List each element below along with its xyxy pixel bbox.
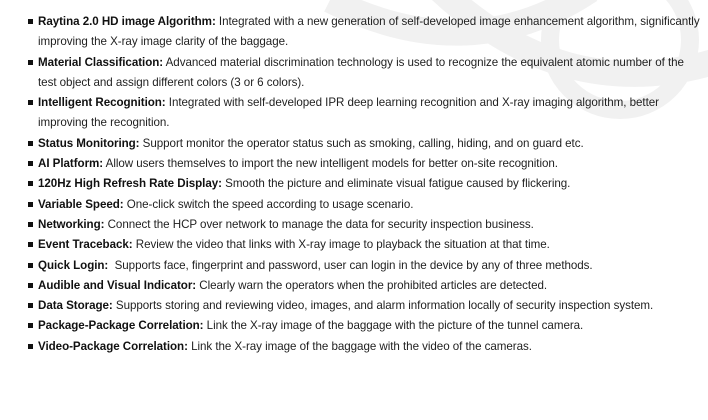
feature-term: Intelligent Recognition: [38,96,166,110]
feature-term: AI Platform: [38,157,104,171]
feature-description: Integrated with a new generation of self-developed image enhancement algorithm, significantly improving the X-ray image clarity of the baggage. [38,15,700,49]
bullet-square-icon [28,100,33,105]
feature-item-quick-login [28,256,700,276]
feature-item-networking [28,215,700,235]
bullet-square-icon [28,161,33,166]
feature-term: Package-Package Correlation: [38,319,204,333]
feature-term: Variable Speed: [38,197,124,211]
bullet-square-icon [28,19,33,24]
feature-item-material-classification [28,53,700,94]
feature-term: Quick Login: [38,258,109,272]
feature-item-refresh-rate-display [28,174,700,194]
feature-description: Review the video that links with X-ray image to playback the situation at that time. [132,238,550,252]
bullet-square-icon [28,283,33,288]
bullet-square-icon [28,303,33,308]
feature-term: Raytina 2.0 HD image Algorithm: [38,15,216,28]
bullet-square-icon [28,222,33,227]
feature-term: Event Traceback: [38,238,133,252]
feature-term: Material Classification: [38,55,164,69]
feature-term: 120Hz High Refresh Rate Display: [38,177,222,191]
bullet-square-icon [28,60,33,65]
bullet-square-icon [28,141,33,146]
feature-list [28,12,700,357]
feature-description: Supports face, fingerprint and password, user can login in the device by any of three methods. [108,258,593,272]
feature-description: One-click switch the speed according to usage scenario. [123,197,414,211]
feature-description: Smooth the picture and eliminate visual fatigue caused by flickering. [221,177,571,191]
bullet-square-icon [28,202,33,207]
feature-term: Status Monitoring: [38,136,140,150]
feature-item-ai-platform [28,154,700,174]
feature-term: Audible and Visual Indicator: [38,278,197,292]
feature-term: Networking: [38,217,105,231]
bullet-square-icon [28,181,33,186]
feature-description: Link the X-ray image of the baggage with the picture of the tunnel camera. [203,319,584,333]
feature-item-raytina-algorithm [28,12,700,53]
bullet-square-icon [28,263,33,268]
feature-description: Connect the HCP over network to manage the data for security inspection business. [104,217,534,231]
feature-description: Supports storing and reviewing video, images, and alarm information locally of security inspection system. [112,299,654,313]
feature-description: Allow users themselves to import the new intelligent models for better on-site recognition. [103,157,558,171]
feature-item-status-monitoring [28,134,700,154]
feature-item-data-storage [28,296,700,316]
feature-description: Advanced material discrimination technology is used to recognize the equivalent atomic number of the test object and assign different colors (3 or 6 colors). [38,55,684,89]
feature-item-video-package-correlation [28,337,700,357]
feature-description: Link the X-ray image of the baggage with the video of the cameras. [187,339,532,353]
feature-description: Support monitor the operator status such as smoking, calling, hiding, and on guard etc. [139,136,584,150]
feature-term: Video-Package Correlation: [38,339,188,353]
feature-item-audible-visual-indicator [28,276,700,296]
feature-description: Clearly warn the operators when the prohibited articles are detected. [196,278,548,292]
bullet-square-icon [28,323,33,328]
feature-item-variable-speed [28,195,700,215]
bullet-square-icon [28,344,33,349]
feature-item-event-traceback [28,235,700,255]
feature-description: Integrated with self-developed IPR deep learning recognition and X-ray imaging algorithm, better improving the recognition. [38,96,659,130]
feature-item-package-package-correlation [28,316,700,336]
bullet-square-icon [28,242,33,247]
feature-term: Data Storage: [38,299,113,313]
feature-item-intelligent-recognition [28,93,700,134]
